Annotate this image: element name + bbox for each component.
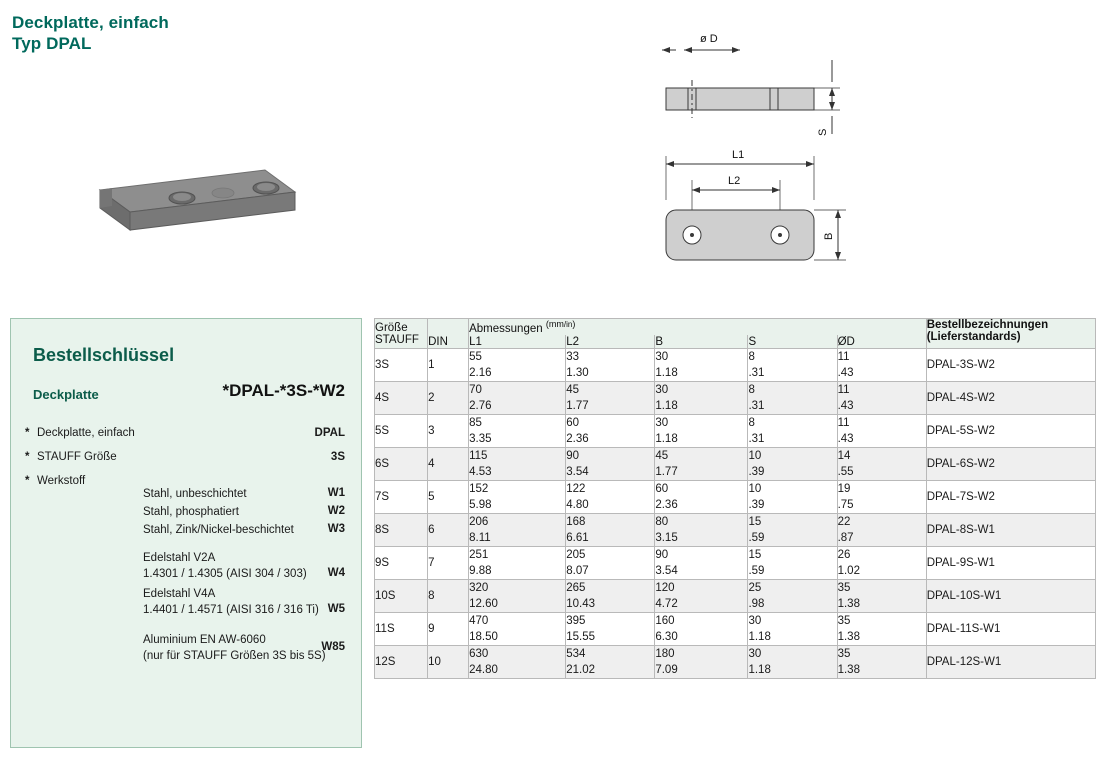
material-label-main: Edelstahl V4A [143, 588, 216, 600]
material-item [25, 523, 351, 539]
cell-b-mm: 30 [655, 382, 748, 399]
cell-s-in: .39 [748, 464, 837, 481]
cell-l1-mm: 70 [469, 382, 566, 399]
cell-l2-mm: 168 [566, 514, 655, 531]
cell-din: 2 [428, 382, 469, 415]
cell-stauff: 6S [375, 448, 428, 481]
cell-l2-in: 8.07 [566, 563, 655, 580]
order-key-subtitle: Deckplatte [33, 387, 99, 402]
cell-s-mm: 30 [748, 646, 837, 663]
bullet-star: * [25, 427, 30, 439]
cell-order-code: DPAL-11S-W1 [926, 613, 1095, 646]
cell-din: 1 [428, 349, 469, 382]
header-abmessungen-unit: (mm/in) [545, 319, 576, 330]
label-b: B [823, 232, 835, 240]
cell-l2-in: 1.77 [566, 398, 655, 415]
cell-s-in: .31 [748, 431, 837, 448]
table-body [375, 349, 1096, 679]
cell-b-in: 1.18 [655, 431, 748, 448]
header-bestell-label: Bestellbezeichnungen [926, 319, 1049, 331]
cell-din: 5 [428, 481, 469, 514]
cell-l1-mm: 470 [469, 613, 566, 630]
page-title-line2: Typ DPAL [12, 34, 92, 54]
table-row [375, 514, 1096, 531]
cell-od-mm: 14 [837, 448, 926, 465]
cell-od-mm: 11 [837, 415, 926, 432]
cell-b-in: 3.15 [655, 530, 748, 547]
cell-l1-mm: 251 [469, 547, 566, 564]
cell-s-mm: 10 [748, 481, 837, 498]
cell-od-in: .87 [837, 530, 926, 547]
unit-in: in [566, 320, 573, 330]
cell-od-mm: 26 [837, 547, 926, 564]
material-item [25, 551, 351, 585]
material-label [143, 587, 319, 618]
cell-din: 8 [428, 580, 469, 613]
cell-l1-in: 5.98 [469, 497, 566, 514]
cell-din: 9 [428, 613, 469, 646]
cell-l2-mm: 265 [566, 580, 655, 597]
cell-b-mm: 180 [655, 646, 748, 663]
table-row [375, 448, 1096, 465]
material-code: W2 [327, 505, 345, 517]
material-code: W85 [321, 641, 345, 653]
cell-l1-mm: 206 [469, 514, 566, 531]
header-bestell-sub: (Lieferstandards) [926, 331, 1021, 343]
cell-l2-in: 2.36 [566, 431, 655, 448]
cell-l2-mm: 33 [566, 349, 655, 366]
cell-od-in: .75 [837, 497, 926, 514]
cell-l1-in: 2.16 [469, 365, 566, 382]
cell-l1-mm: 85 [469, 415, 566, 432]
material-code: W5 [327, 603, 345, 615]
cell-s-mm: 25 [748, 580, 837, 597]
cell-order-code: DPAL-8S-W1 [926, 514, 1095, 547]
label-l2: L2 [728, 175, 741, 187]
cell-b-mm: 45 [655, 448, 748, 465]
header-din-label: DIN [428, 336, 448, 348]
bullet-star: * [25, 475, 30, 487]
header-groesse [375, 319, 428, 349]
cell-l1-mm: 152 [469, 481, 566, 498]
header-bestellbezeichnungen [926, 319, 1095, 349]
cell-s-mm: 8 [748, 382, 837, 399]
cell-l1-in: 24.80 [469, 662, 566, 679]
table-row [375, 646, 1096, 663]
cell-order-code: DPAL-9S-W1 [926, 547, 1095, 580]
cell-din: 6 [428, 514, 469, 547]
cell-s-in: 1.18 [748, 662, 837, 679]
label-s: S [817, 128, 829, 136]
cell-din: 4 [428, 448, 469, 481]
cell-b-in: 1.18 [655, 398, 748, 415]
cell-order-code: DPAL-5S-W2 [926, 415, 1095, 448]
cell-l1-mm: 55 [469, 349, 566, 366]
technical-drawings [640, 24, 890, 284]
cell-s-in: .39 [748, 497, 837, 514]
material-label: Stahl, unbeschichtet [143, 488, 247, 500]
cell-s-mm: 10 [748, 448, 837, 465]
material-item [25, 633, 351, 667]
order-key-row [25, 427, 351, 442]
table-row [375, 547, 1096, 564]
cell-din: 7 [428, 547, 469, 580]
cell-b-mm: 90 [655, 547, 748, 564]
cell-b-mm: 30 [655, 349, 748, 366]
cell-od-mm: 19 [837, 481, 926, 498]
order-key-row-value: DPAL [314, 427, 345, 439]
cell-s-mm: 15 [748, 547, 837, 564]
table-row [375, 613, 1096, 630]
cell-b-in: 4.72 [655, 596, 748, 613]
cell-od-mm: 35 [837, 613, 926, 630]
cell-s-in: .31 [748, 365, 837, 382]
material-item [25, 587, 351, 621]
cell-b-in: 2.36 [655, 497, 748, 514]
order-key-row-label: Werkstoff [37, 475, 86, 487]
cell-l1-mm: 320 [469, 580, 566, 597]
table-row [375, 382, 1096, 399]
material-label-sub: (nur für STAUFF Größen 3S bis 5S) [143, 649, 326, 662]
order-key-row-label: STAUFF Größe [37, 451, 117, 463]
bullet-star: * [25, 451, 30, 463]
material-code: W3 [327, 523, 345, 535]
cell-b-mm: 80 [655, 514, 748, 531]
cell-l1-in: 3.35 [469, 431, 566, 448]
cell-order-code: DPAL-3S-W2 [926, 349, 1095, 382]
material-label-sub: 1.4301 / 1.4305 (AISI 304 / 303) [143, 567, 307, 580]
cell-l2-mm: 395 [566, 613, 655, 630]
cover-plate-3d [100, 170, 295, 230]
cell-od-mm: 35 [837, 646, 926, 663]
cell-order-code: DPAL-6S-W2 [926, 448, 1095, 481]
cell-b-mm: 30 [655, 415, 748, 432]
cell-l1-in: 12.60 [469, 596, 566, 613]
cell-stauff: 8S [375, 514, 428, 547]
cell-order-code: DPAL-4S-W2 [926, 382, 1095, 415]
cell-od-in: .55 [837, 464, 926, 481]
cell-stauff: 7S [375, 481, 428, 514]
cell-od-mm: 22 [837, 514, 926, 531]
material-label [143, 633, 326, 664]
material-label: Stahl, Zink/Nickel-beschichtet [143, 524, 294, 536]
cell-din: 10 [428, 646, 469, 679]
cell-l2-in: 3.54 [566, 464, 655, 481]
cell-stauff: 5S [375, 415, 428, 448]
label-od: ø D [700, 33, 718, 45]
header-l2: L2 [566, 335, 655, 348]
header-abmessungen-label: Abmessungen [469, 323, 543, 336]
cell-s-in: .98 [748, 596, 837, 613]
table-row [375, 481, 1096, 498]
cell-od-in: 1.38 [837, 596, 926, 613]
cell-l1-in: 4.53 [469, 464, 566, 481]
cell-s-in: 1.18 [748, 629, 837, 646]
top-view-drawing [666, 156, 846, 260]
cell-s-mm: 8 [748, 349, 837, 366]
cell-l2-mm: 90 [566, 448, 655, 465]
cell-b-in: 6.30 [655, 629, 748, 646]
cell-s-in: .59 [748, 530, 837, 547]
cell-s-mm: 8 [748, 415, 837, 432]
header-din [428, 319, 469, 349]
cell-din: 3 [428, 415, 469, 448]
cell-s-in: .31 [748, 398, 837, 415]
cell-b-mm: 60 [655, 481, 748, 498]
cell-l1-in: 2.76 [469, 398, 566, 415]
cell-b-mm: 120 [655, 580, 748, 597]
cell-l1-in: 9.88 [469, 563, 566, 580]
material-label: Stahl, phosphatiert [143, 506, 239, 518]
cell-od-in: 1.38 [837, 662, 926, 679]
cell-s-mm: 30 [748, 613, 837, 630]
cell-stauff: 11S [375, 613, 428, 646]
cell-l2-in: 15.55 [566, 629, 655, 646]
material-code: W4 [327, 567, 345, 579]
material-code: W1 [327, 487, 345, 499]
header-abmessungen [469, 319, 927, 336]
header-l1: L1 [469, 335, 566, 348]
material-label-main: Aluminium EN AW-6060 [143, 634, 266, 646]
header-s: S [748, 335, 837, 348]
header-groesse-label: Größe [375, 321, 408, 334]
table-header-row [375, 319, 1096, 336]
cell-order-code: DPAL-12S-W1 [926, 646, 1095, 679]
cell-od-mm: 11 [837, 349, 926, 366]
cell-od-in: 1.38 [837, 629, 926, 646]
cell-b-in: 7.09 [655, 662, 748, 679]
cell-order-code: DPAL-10S-W1 [926, 580, 1095, 613]
header-stauff-label: STAUFF [375, 333, 419, 346]
cell-od-mm: 11 [837, 382, 926, 399]
cell-s-mm: 15 [748, 514, 837, 531]
cell-l2-in: 6.61 [566, 530, 655, 547]
table-row [375, 415, 1096, 432]
cell-l2-mm: 534 [566, 646, 655, 663]
order-key-code: *DPAL-*3S-*W2 [222, 381, 345, 400]
material-label-sub: 1.4401 / 1.4571 (AISI 316 / 316 Ti) [143, 603, 319, 616]
unit-mm: mm [548, 319, 564, 330]
cell-l1-mm: 630 [469, 646, 566, 663]
cell-order-code: DPAL-7S-W2 [926, 481, 1095, 514]
cell-l1-in: 18.50 [469, 629, 566, 646]
order-key-row [25, 451, 351, 466]
cell-b-in: 1.77 [655, 464, 748, 481]
cell-od-in: .43 [837, 431, 926, 448]
cell-l2-in: 10.43 [566, 596, 655, 613]
cell-od-in: .43 [837, 365, 926, 382]
cell-l2-mm: 60 [566, 415, 655, 432]
header-b: B [655, 335, 748, 348]
table-header [375, 319, 1096, 349]
cell-stauff: 12S [375, 646, 428, 679]
material-list [25, 487, 351, 669]
cell-b-mm: 160 [655, 613, 748, 630]
order-key-panel [10, 318, 362, 748]
header-od: ØD [837, 335, 926, 348]
cell-stauff: 9S [375, 547, 428, 580]
cell-l2-mm: 122 [566, 481, 655, 498]
order-key-title: Bestellschlüssel [33, 345, 175, 365]
cell-l1-in: 8.11 [469, 530, 566, 547]
table-row [375, 580, 1096, 597]
page-title [12, 12, 169, 55]
product-illustration [60, 150, 320, 260]
material-item [25, 487, 351, 503]
cell-l2-mm: 205 [566, 547, 655, 564]
cell-stauff: 10S [375, 580, 428, 613]
cell-l1-mm: 115 [469, 448, 566, 465]
order-key-row-value: 3S [330, 451, 345, 463]
page-title-line1: Deckplatte, einfach [12, 13, 169, 32]
dimensions-table [374, 318, 1096, 679]
cell-stauff: 3S [375, 349, 428, 382]
cell-l2-in: 21.02 [566, 662, 655, 679]
order-key-row-label: Deckplatte, einfach [37, 427, 135, 439]
cell-b-in: 1.18 [655, 365, 748, 382]
cell-l2-mm: 45 [566, 382, 655, 399]
side-view-drawing [662, 47, 840, 134]
cell-od-in: .43 [837, 398, 926, 415]
material-label-main: Edelstahl V2A [143, 552, 216, 564]
cell-od-in: 1.02 [837, 563, 926, 580]
table-row [375, 349, 1096, 366]
cell-stauff: 4S [375, 382, 428, 415]
material-item [25, 505, 351, 521]
label-l1: L1 [732, 149, 745, 161]
cell-l2-in: 1.30 [566, 365, 655, 382]
cell-b-in: 3.54 [655, 563, 748, 580]
cell-l2-in: 4.80 [566, 497, 655, 514]
cell-od-mm: 35 [837, 580, 926, 597]
material-label [143, 551, 307, 582]
cell-s-in: .59 [748, 563, 837, 580]
